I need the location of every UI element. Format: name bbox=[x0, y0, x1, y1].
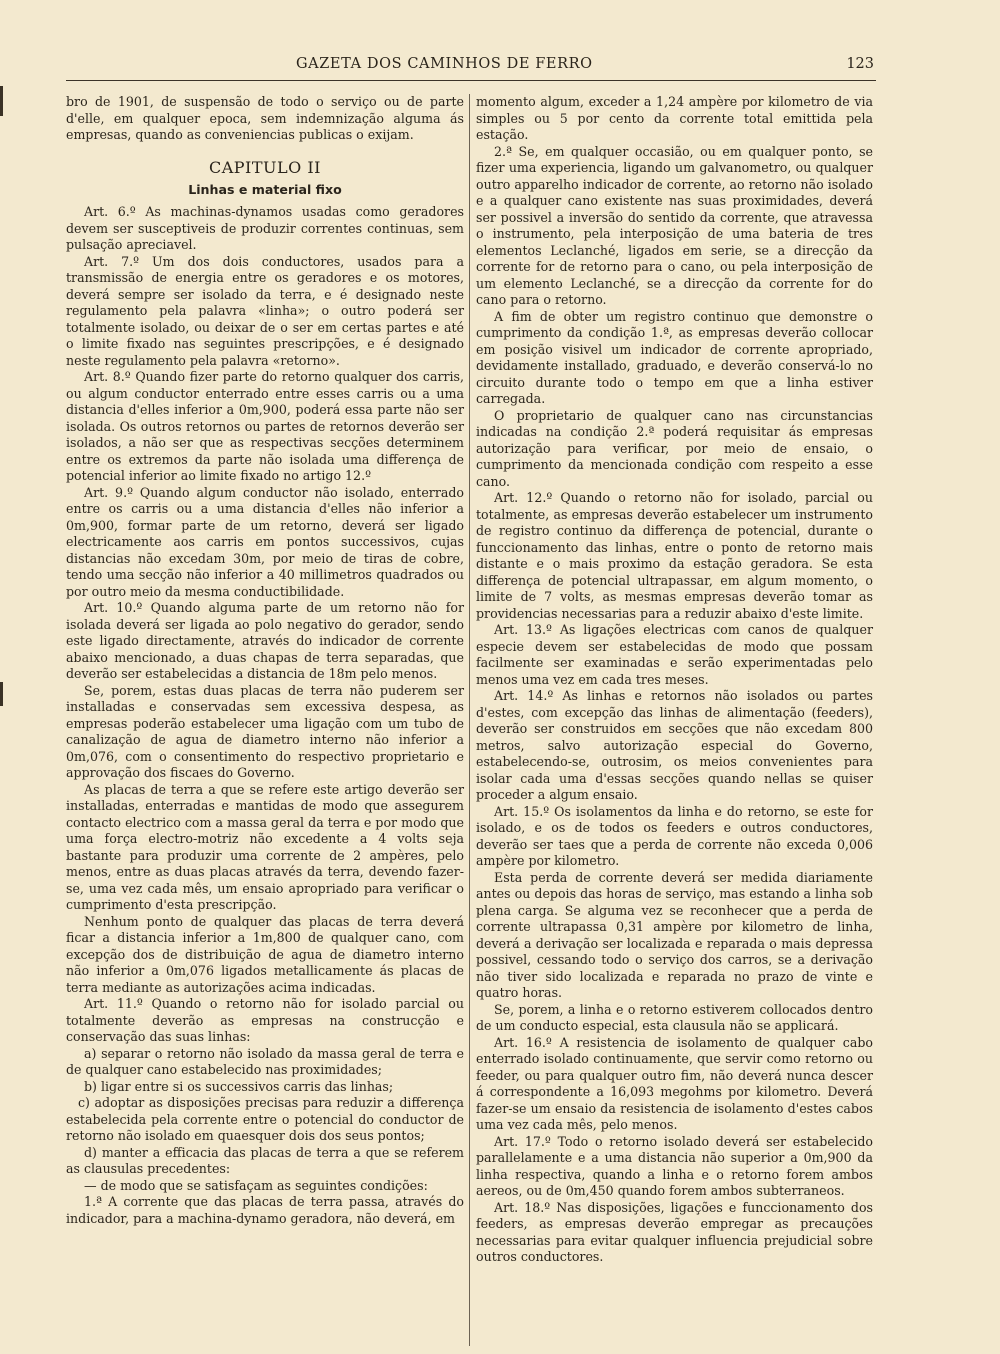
column-divider bbox=[469, 94, 470, 1346]
right-column bbox=[476, 94, 873, 1266]
condition-1: 1.ª A corrente que das placas de terra passa, através do indicador, para a machina-dynamo geradora, não deverá, em bbox=[66, 1194, 464, 1226]
clause-a: a) separar o retorno não isolado da massa geral de terra e de qualquer cano estabelecido nas proximidades; bbox=[66, 1045, 464, 1077]
clause-d: d) manter a efficacia das placas de terra a que se referem as clausulas precedentes: bbox=[66, 1144, 464, 1176]
page-number: 123 bbox=[846, 56, 874, 72]
chapter-heading: CAPITULO II bbox=[208, 157, 321, 177]
article-16: Art. 16.º A resistencia de isolamento de qualquer cabo enterrado isolado continuamente, que servir como retorno ou feeder, ou para qualquer outro fim, não deverá nunca descer á correspondente a 16,093 megohms por kilometro. Deverá fazer-se um ensaio da resistencia de isolamento d'estes cabos uma vez cada mês, pelo menos. bbox=[476, 1034, 873, 1132]
article-15: Art. 15.º Os isolamentos da linha e do retorno, se este for isolado, e os de todos os feeders e outros conductores, deverão ser taes que a perda de corrente não exceda 0,006 ampère por kilometro. bbox=[476, 803, 873, 868]
paragraph: momento algum, exceder a 1,24 ampère por kilometro de via simples ou 5 por cento da corrente total emittida pela estação. bbox=[476, 94, 873, 142]
paragraph: Se, porem, a linha e o retorno estiverem collocados dentro de um conducto especial, esta clausula não se applicará. bbox=[476, 1001, 873, 1033]
running-header bbox=[66, 54, 876, 81]
article-12: Art. 12.º Quando o retorno não for isolado, parcial ou totalmente, as empresas deverão estabelecer um instrumento de registro continuo da differença de potencial, durante o funccionamento das linhas, entre o ponto de retorno mais distante e o mais proximo da estação geradora. Se esta differença de potencial ultrapassar, em algum momento, o limite de 7 volts, as mesmas empresas deverão tomar as providencias necessarias para a reduzir abaixo d'este limite. bbox=[476, 490, 873, 621]
page-edge-mark bbox=[0, 86, 3, 116]
paragraph: Se, porem, estas duas placas de terra não puderem ser installadas e conservadas sem excessiva despesa, as empresas poderão estabelecer uma ligação com um tubo de canalização de agua de diametro interno não inferior a 0m,076, com o consentimento do respectivo proprietario e approvação dos fiscaes do Governo. bbox=[66, 682, 464, 780]
paragraph: As placas de terra a que se refere este artigo deverão ser installadas, enterradas e mantidas de modo que assegurem contacto electrico com a massa geral da terra e por modo que uma força electro-motriz não excedente a 4 volts seja bastante para produzir uma corrente de 2 ampères, pelo menos, entre as duas placas através da terra, devendo fazer-se, uma vez cada mês, um ensaio apropriado para verificar o cumprimento d'esta prescripção. bbox=[66, 781, 464, 912]
paragraph: Esta perda de corrente deverá ser medida diariamente antes ou depois das horas de serviço, mas estando a linha sob plena carga. Se alguma vez se reconhecer que a perda de corrente ultrapassa 0,31 ampère por kilometro de linha, deverá a derivação ser localizada e reparada o mais depressa possivel, cessando todo o serviço dos carros, se a derivação não tiver sido localizada e reparada no prazo de vinte e quatro horas. bbox=[476, 869, 873, 1000]
paragraph: A fim de obter um registro continuo que demonstre o cumprimento da condição 1.ª, as empresas deverão collocar em posição visivel um indicador de corrente apropriado, devidamente installado, graduado, e deverão conservá-lo no circuito durante todo o tempo em que a linha estiver carregada. bbox=[476, 308, 873, 406]
clause-b: b) ligar entre si os successivos carris das linhas; bbox=[84, 1078, 394, 1094]
article-8: Art. 8.º Quando fizer parte do retorno qualquer dos carris, ou algum conductor enterrado entre esses carris ou a uma distancia d'elles inferior a 0m,900, poderá essa parte não ser isolada. Os outros retornos ou partes de retornos deverão ser isolados, a não ser que as respectivas secções determinem entre os extremos da parte não isolada uma differença de potencial inferior ao limite fixado no artigo 12.º bbox=[66, 369, 464, 483]
article-10: Art. 10.º Quando alguma parte de um retorno não for isolada deverá ser ligada ao polo negativo do gerador, sendo este ligado directamente, através do indicador de corrente abaixo mencionado, a duas chapas de terra separadas, que deverão ser estabelecidas a distancia de 18m pelo menos. bbox=[66, 600, 464, 681]
section-subtitle: Linhas e material fixo bbox=[188, 181, 342, 197]
clause-c: c) adoptar as disposições precisas para reduzir a differença estabelecida pela corrente entre o potencial do conductor de retorno não isolado em quaesquer dois dos seus pontos; bbox=[66, 1095, 464, 1143]
article-13: Art. 13.º As ligações electricas com canos de qualquer especie devem ser estabelecidas de modo que possam facilmente ser examinadas e serão experimentadas pelo menos uma vez em cada tres meses. bbox=[476, 622, 873, 687]
article-6: Art. 6.º As machinas-dynamos usadas como geradores devem ser susceptiveis de produzir correntes continuas, sem pulsação apreciavel. bbox=[66, 204, 464, 252]
article-18: Art. 18.º Nas disposições, ligações e funccionamento dos feeders, as empresas deverão empregar as precauções necessarias para evitar qualquer influencia prejudicial sobre outros conductores. bbox=[476, 1199, 873, 1264]
paragraph: Nenhum ponto de qualquer das placas de terra deverá ficar a distancia inferior a 1m,800 de qualquer cano, com excepção dos de distribuição de agua de diametro interno não inferior a 0m,076 ligados metallicamente ás placas de terra mediante as autorizações acima indicadas. bbox=[66, 913, 464, 995]
left-column bbox=[66, 94, 464, 1227]
article-17: Art. 17.º Todo o retorno isolado deverá ser estabelecido parallelamente e a uma distancia não superior a 0m,900 da linha respectiva, quando a linha e o retorno forem ambos aereos, ou de 0m,450 quando forem ambos subterraneos. bbox=[476, 1133, 873, 1198]
paragraph: O proprietario de qualquer cano nas circunstancias indicadas na condição 2.ª poderá requisitar ás empresas autorização para verificar, por meio de ensaio, o cumprimento da mencionada condição com respeito a esse cano. bbox=[476, 407, 873, 489]
paragraph: — de modo que se satisfaçam as seguintes condições: bbox=[84, 1177, 428, 1193]
paragraph: bro de 1901, de suspensão de todo o serviço ou de parte d'elle, em qualquer epoca, sem indemnização alguma ás empresas, quando as conveniencias publicas o exijam. bbox=[66, 94, 464, 142]
page-edge-mark bbox=[0, 682, 3, 706]
article-14: Art. 14.º As linhas e retornos não isolados ou partes d'estes, com excepção das linhas de alimentação (feeders), deverão ser construidos em secções que não excedam 800 metros, salvo autorização especial do Governo, estabelecendo-se, outrosim, os meios convenientes para isolar cada uma d'essas secções quando nellas se quiser proceder a algum ensaio. bbox=[476, 688, 873, 802]
article-9: Art. 9.º Quando algum conductor não isolado, enterrado entre os carris ou a uma distancia d'elles não inferior a 0m,900, formar parte de um retorno, deverá ser ligado electricamente aos carris em pontos successivos, cujas distancias não excedam 30m, por meio de tiras de cobre, tendo uma secção não inferior a 40 millimetros quadrados ou por outro meio da mesma conductibilidade. bbox=[66, 484, 464, 599]
article-7: Art. 7.º Um dos dois conductores, usados para a transmissão de energia entre os geradores e os motores, deverá sempre ser isolado da terra, e é designado neste regulamento pela palavra «linha»; o outro poderá ser totalmente isolado, ou deixar de o ser em certas partes e até o limite fixado nas seguintes prescripções, e é designado neste regulamento pela palavra «retorno». bbox=[66, 253, 464, 368]
article-11: Art. 11.º Quando o retorno não for isolado parcial ou totalmente deverão as empresas na construcção e conservação das suas linhas: bbox=[66, 996, 464, 1044]
publication-title: GAZETA DOS CAMINHOS DE FERRO bbox=[296, 56, 593, 72]
condition-2: 2.ª Se, em qualquer occasião, ou em qualquer ponto, se fizer uma experiencia, ligando um galvanometro, ou qualquer outro apparelho indicador de corrente, ao retorno não isolado e a qualquer cano existente nas suas proximidades, deverá ser possivel a inversão do sentido da corrente, que atravessa o instrumento, pela interposição de uma bateria de tres elementos Leclanché, ligados em serie, se a direcção da corrente for de retorno para o cano, ou pela interposição de um elemento Leclanché, se a direcção da corrente for do cano para o retorno. bbox=[476, 143, 873, 307]
